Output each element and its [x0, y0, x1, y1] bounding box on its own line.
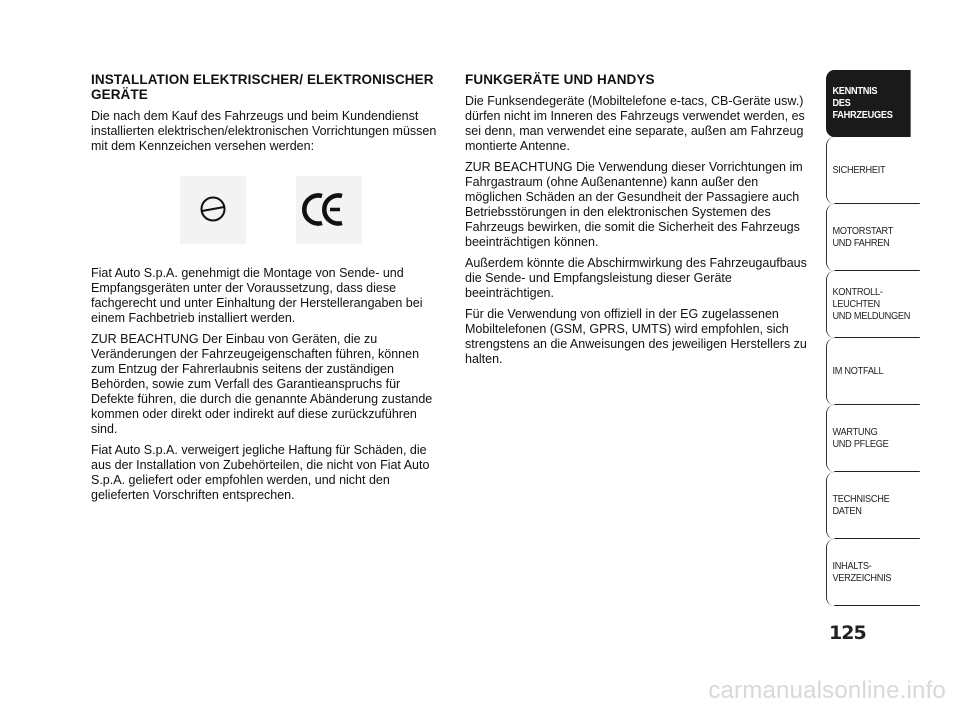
tab-inhaltsverzeichnis[interactable] [826, 539, 911, 606]
watermark: carmanualsonline.info [708, 677, 946, 704]
paragraph: Für die Verwendung von offiziell in der EG zugelassenen Mobiltelefonen (GSM, GPRS, UMTS) wird empfohlen, sich strengstens an die Anweisungen des jeweiligen Herstellers zu halten. [465, 307, 807, 366]
tab-label: KENNTNIS DES FAHRZEUGES [832, 85, 893, 121]
chapter-tabs [826, 70, 918, 606]
tab-im-notfall[interactable] [826, 338, 911, 405]
tab-label: INHALTS- VERZEICHNIS [832, 560, 892, 584]
paragraph: Die Funksendegeräte (Mobiltelefone e-tacs, CB-Geräte usw.) dürfen nicht im Inneren des Fahrzeugs verwendet werden, es sei denn, man verwendet eine separate, außen am Fahrzeug montierte Antenne. [465, 94, 805, 153]
section-heading-installation: INSTALLATION ELEKTRISCHER/ ELEKTRONISCHER GERÄTE [91, 72, 434, 102]
tab-label: SICHERHEIT [832, 164, 886, 176]
paragraph: ZUR BEACHTUNG Der Einbau von Geräten, die zu Veränderungen der Fahrzeugeigenschaften führen, können zum Entzug der Fahrerlaubnis seitens der zuständigen Behörden, sowie zum Verfall des Garantieanspruchs für Defekte führen, die durch die genannte Abänderung zustande kommen oder direkt oder indirekt auf diese zurückzuführen sind. [91, 332, 433, 436]
tab-label: MOTORSTART UND FAHREN [832, 225, 894, 249]
certification-marks [91, 176, 441, 244]
section-heading-funkgeraete: FUNKGERÄTE UND HANDYS [465, 72, 655, 87]
e-mark-icon [180, 176, 246, 244]
tab-label: IM NOTFALL [832, 365, 884, 377]
tab-label: KONTROLL- LEUCHTEN UND MELDUNGEN [832, 286, 911, 322]
paragraph: ZUR BEACHTUNG Die Verwendung dieser Vorrichtungen im Fahrgastraum (ohne Außenantenne) kann außer den möglichen Schäden an der Gesundheit der Passagiere auch Betriebsstörungen in den elektronischen Systemen des Fahrzeugs bewirken, die somit die Sicherheit des Fahrzeugs beeinträchtigen können. [465, 160, 803, 249]
tab-technische-daten[interactable] [826, 472, 911, 539]
tab-sicherheit[interactable] [826, 137, 911, 204]
tab-motorstart-und-fahren[interactable] [826, 204, 911, 271]
ce-mark-icon [296, 176, 362, 244]
tab-label: WARTUNG UND PFLEGE [832, 426, 889, 450]
left-column [91, 72, 441, 509]
right-column [465, 72, 815, 373]
tab-kenntnis-des-fahrzeuges[interactable] [826, 70, 911, 137]
page-number: 125 [829, 622, 866, 644]
paragraph: Fiat Auto S.p.A. genehmigt die Montage von Sende- und Empfangsgeräten unter der Voraussetzung, dass diese fachgerecht und unter Einhaltung der Herstellerangaben bei einem Fachbetrieb installiert werden. [91, 266, 423, 325]
paragraph: Die nach dem Kauf des Fahrzeugs und beim Kundendienst installierten elektrischen/elektronischen Vorrichtungen müssen mit dem Kennzeichen versehen werden: [91, 109, 437, 153]
tab-label: TECHNISCHE DATEN [832, 493, 890, 517]
tab-wartung-und-pflege[interactable] [826, 405, 911, 472]
paragraph: Fiat Auto S.p.A. verweigert jegliche Haftung für Schäden, die aus der Installation von Zubehörteilen, die nicht von Fiat Auto S.p.A. geliefert oder empfohlen werden, und nicht den gelieferten Vorschriften entsprechen. [91, 443, 430, 502]
tab-kontrollleuchten[interactable] [826, 271, 911, 338]
paragraph: Außerdem könnte die Abschirmwirkung des Fahrzeugaufbaus die Sende- und Empfangsleistung dieser Geräte beeinträchtigen. [465, 256, 807, 300]
